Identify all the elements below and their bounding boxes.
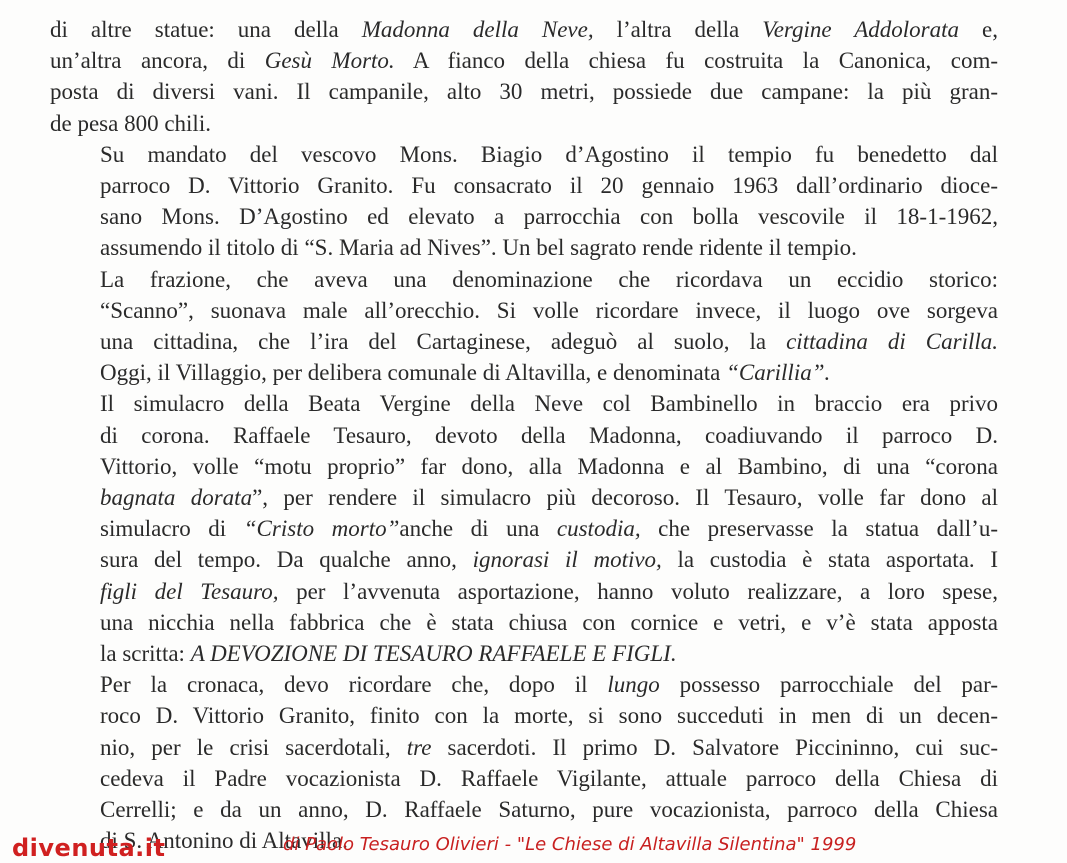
text-line <box>50 388 998 419</box>
italic-text-run: bagnata dorata <box>100 485 253 511</box>
text-line <box>50 451 998 482</box>
text-line <box>50 14 998 45</box>
italic-text-run: cittadina di Carilla. <box>786 329 998 355</box>
text-run: anche di una <box>399 516 557 542</box>
italic-text-run: A DEVOZIONE DI TESAURO RAFFAELE E FIGLI. <box>190 641 677 667</box>
text-run: l’altra della <box>593 17 763 42</box>
text-run: che preservasse la statua dall’u- <box>640 516 998 542</box>
text-run: per l’avvenuta asportazione, hanno voluto realizzare, a loro spese, <box>278 578 998 604</box>
author-credit: di Paolo Tesauro Olivieri - "Le Chiese di Altavilla Silentina" 1999 <box>283 834 857 855</box>
text-run: la scritta: <box>100 641 191 667</box>
text-run: un’altra ancora, di <box>50 48 265 74</box>
paragraph <box>50 669 998 856</box>
text-line <box>50 357 998 388</box>
text-run: Cerrelli; e da un anno, D. Raffaele Saturno, pure vocazionista, parroco della Chiesa <box>100 797 998 823</box>
italic-text-run: Madonna della Neve, <box>361 17 594 42</box>
text-line <box>50 45 998 76</box>
text-run: la custodia è stata asportata. I <box>661 547 998 573</box>
paragraph <box>50 139 998 264</box>
paragraph <box>50 388 998 669</box>
text-run: La frazione, che aveva una denominazione che ricordava un eccidio storico: <box>100 266 998 292</box>
text-line <box>50 669 998 700</box>
text-line <box>50 170 998 201</box>
text-run: di corona. Raffaele Tesauro, devoto della Madonna, coadiuvando il parroco D. <box>100 422 998 448</box>
text-run: “Scanno”, suonava male all’orecchio. Si volle ricordare invece, il luogo ove sorgeva <box>100 297 998 323</box>
text-run: ”, per rendere il simulacro più decoroso. Il Tesauro, volle far dono al <box>252 485 998 511</box>
italic-text-run: ignorasi il motivo, <box>472 547 662 573</box>
text-run: parroco D. Vittorio Granito. Fu consacrato il 20 gennaio 1963 dall’ordinario dioce- <box>100 173 998 199</box>
text-run: di S. Antonino di Altavilla. <box>100 828 348 854</box>
text-run: una nicchia nella fabbrica che è stata chiusa con cornice e vetri, e v’è stata apposta <box>100 609 998 635</box>
italic-text-run: custodia, <box>556 516 641 542</box>
text-run: sacerdoti. Il primo D. Salvatore Piccininno, cui suc- <box>431 734 998 760</box>
text-run: Il simulacro della Beata Vergine della Neve col Bambinello in braccio era privo <box>100 391 998 417</box>
text-run: posta di diversi vani. Il campanile, alto 30 metri, possiede due campane: la più gran- <box>50 79 998 105</box>
text-line <box>50 732 998 763</box>
paragraph <box>50 14 998 139</box>
italic-text-run: figli del Tesauro, <box>100 578 279 604</box>
text-line <box>50 232 998 263</box>
site-watermark: divenuta.it <box>12 834 166 862</box>
text-line <box>50 201 998 232</box>
text-line <box>50 482 998 513</box>
italic-text-run: tre <box>406 734 432 760</box>
text-run: Oggi, il Villaggio, per delibera comunale di Altavilla, e denominata <box>100 360 727 386</box>
italic-text-run: “Carillia”. <box>726 360 831 386</box>
italic-text-run: “Cristo morto” <box>243 516 400 542</box>
text-run: possesso parrocchiale del par- <box>659 672 998 698</box>
italic-text-run: Gesù Morto. <box>264 48 395 74</box>
text-line <box>50 76 998 107</box>
text-run: Per la cronaca, devo ricordare che, dopo il <box>100 672 608 698</box>
text-run: una cittadina, che l’ira del Cartaginese, adeguò al suolo, la <box>100 329 787 355</box>
text-line <box>50 638 998 669</box>
text-run: sano Mons. D’Agostino ed elevato a parrocchia con bolla vescovile il 18-1-1962, <box>100 204 998 230</box>
text-run: assumendo il titolo di “S. Maria ad Nives”. Un bel sagrato rende ridente il tempio. <box>100 235 857 261</box>
italic-text-run: Vergine Addolorata <box>762 17 959 42</box>
text-line <box>50 607 998 638</box>
paragraph <box>50 264 998 389</box>
text-run: e, <box>959 17 998 42</box>
text-line <box>50 544 998 575</box>
text-line <box>50 295 998 326</box>
text-line <box>50 108 998 139</box>
text-run: simulacro di <box>100 516 244 542</box>
italic-text-run: lungo <box>607 672 660 698</box>
text-run: sura del tempo. Da qualche anno, <box>100 547 473 573</box>
text-run: nio, per le crisi sacerdotali, <box>100 734 407 760</box>
text-line <box>50 326 998 357</box>
text-line <box>50 763 998 794</box>
text-run: A fianco della chiesa fu costruita la Canonica, com- <box>394 48 998 74</box>
text-run: roco D. Vittorio Granito, finito con la morte, si sono succeduti in men di un decen- <box>100 703 998 729</box>
text-run: cedeva il Padre vocazionista D. Raffaele Vigilante, attuale parroco della Chiesa di <box>100 765 998 791</box>
text-run: Vittorio, volle “motu proprio” far dono, alla Madonna e al Bambino, di una “corona <box>100 453 998 479</box>
text-line <box>50 264 998 295</box>
text-run: Su mandato del vescovo Mons. Biagio d’Agostino il tempio fu benedetto dal <box>100 141 998 167</box>
text-line <box>50 700 998 731</box>
text-line <box>50 794 998 825</box>
text-run: de pesa 800 chili. <box>50 110 211 136</box>
text-line <box>50 420 998 451</box>
text-line <box>50 576 998 607</box>
text-run: di altre statue: una della <box>50 17 362 42</box>
body-text <box>50 14 998 856</box>
text-line <box>50 513 998 544</box>
footer <box>0 830 1067 863</box>
text-line <box>50 139 998 170</box>
